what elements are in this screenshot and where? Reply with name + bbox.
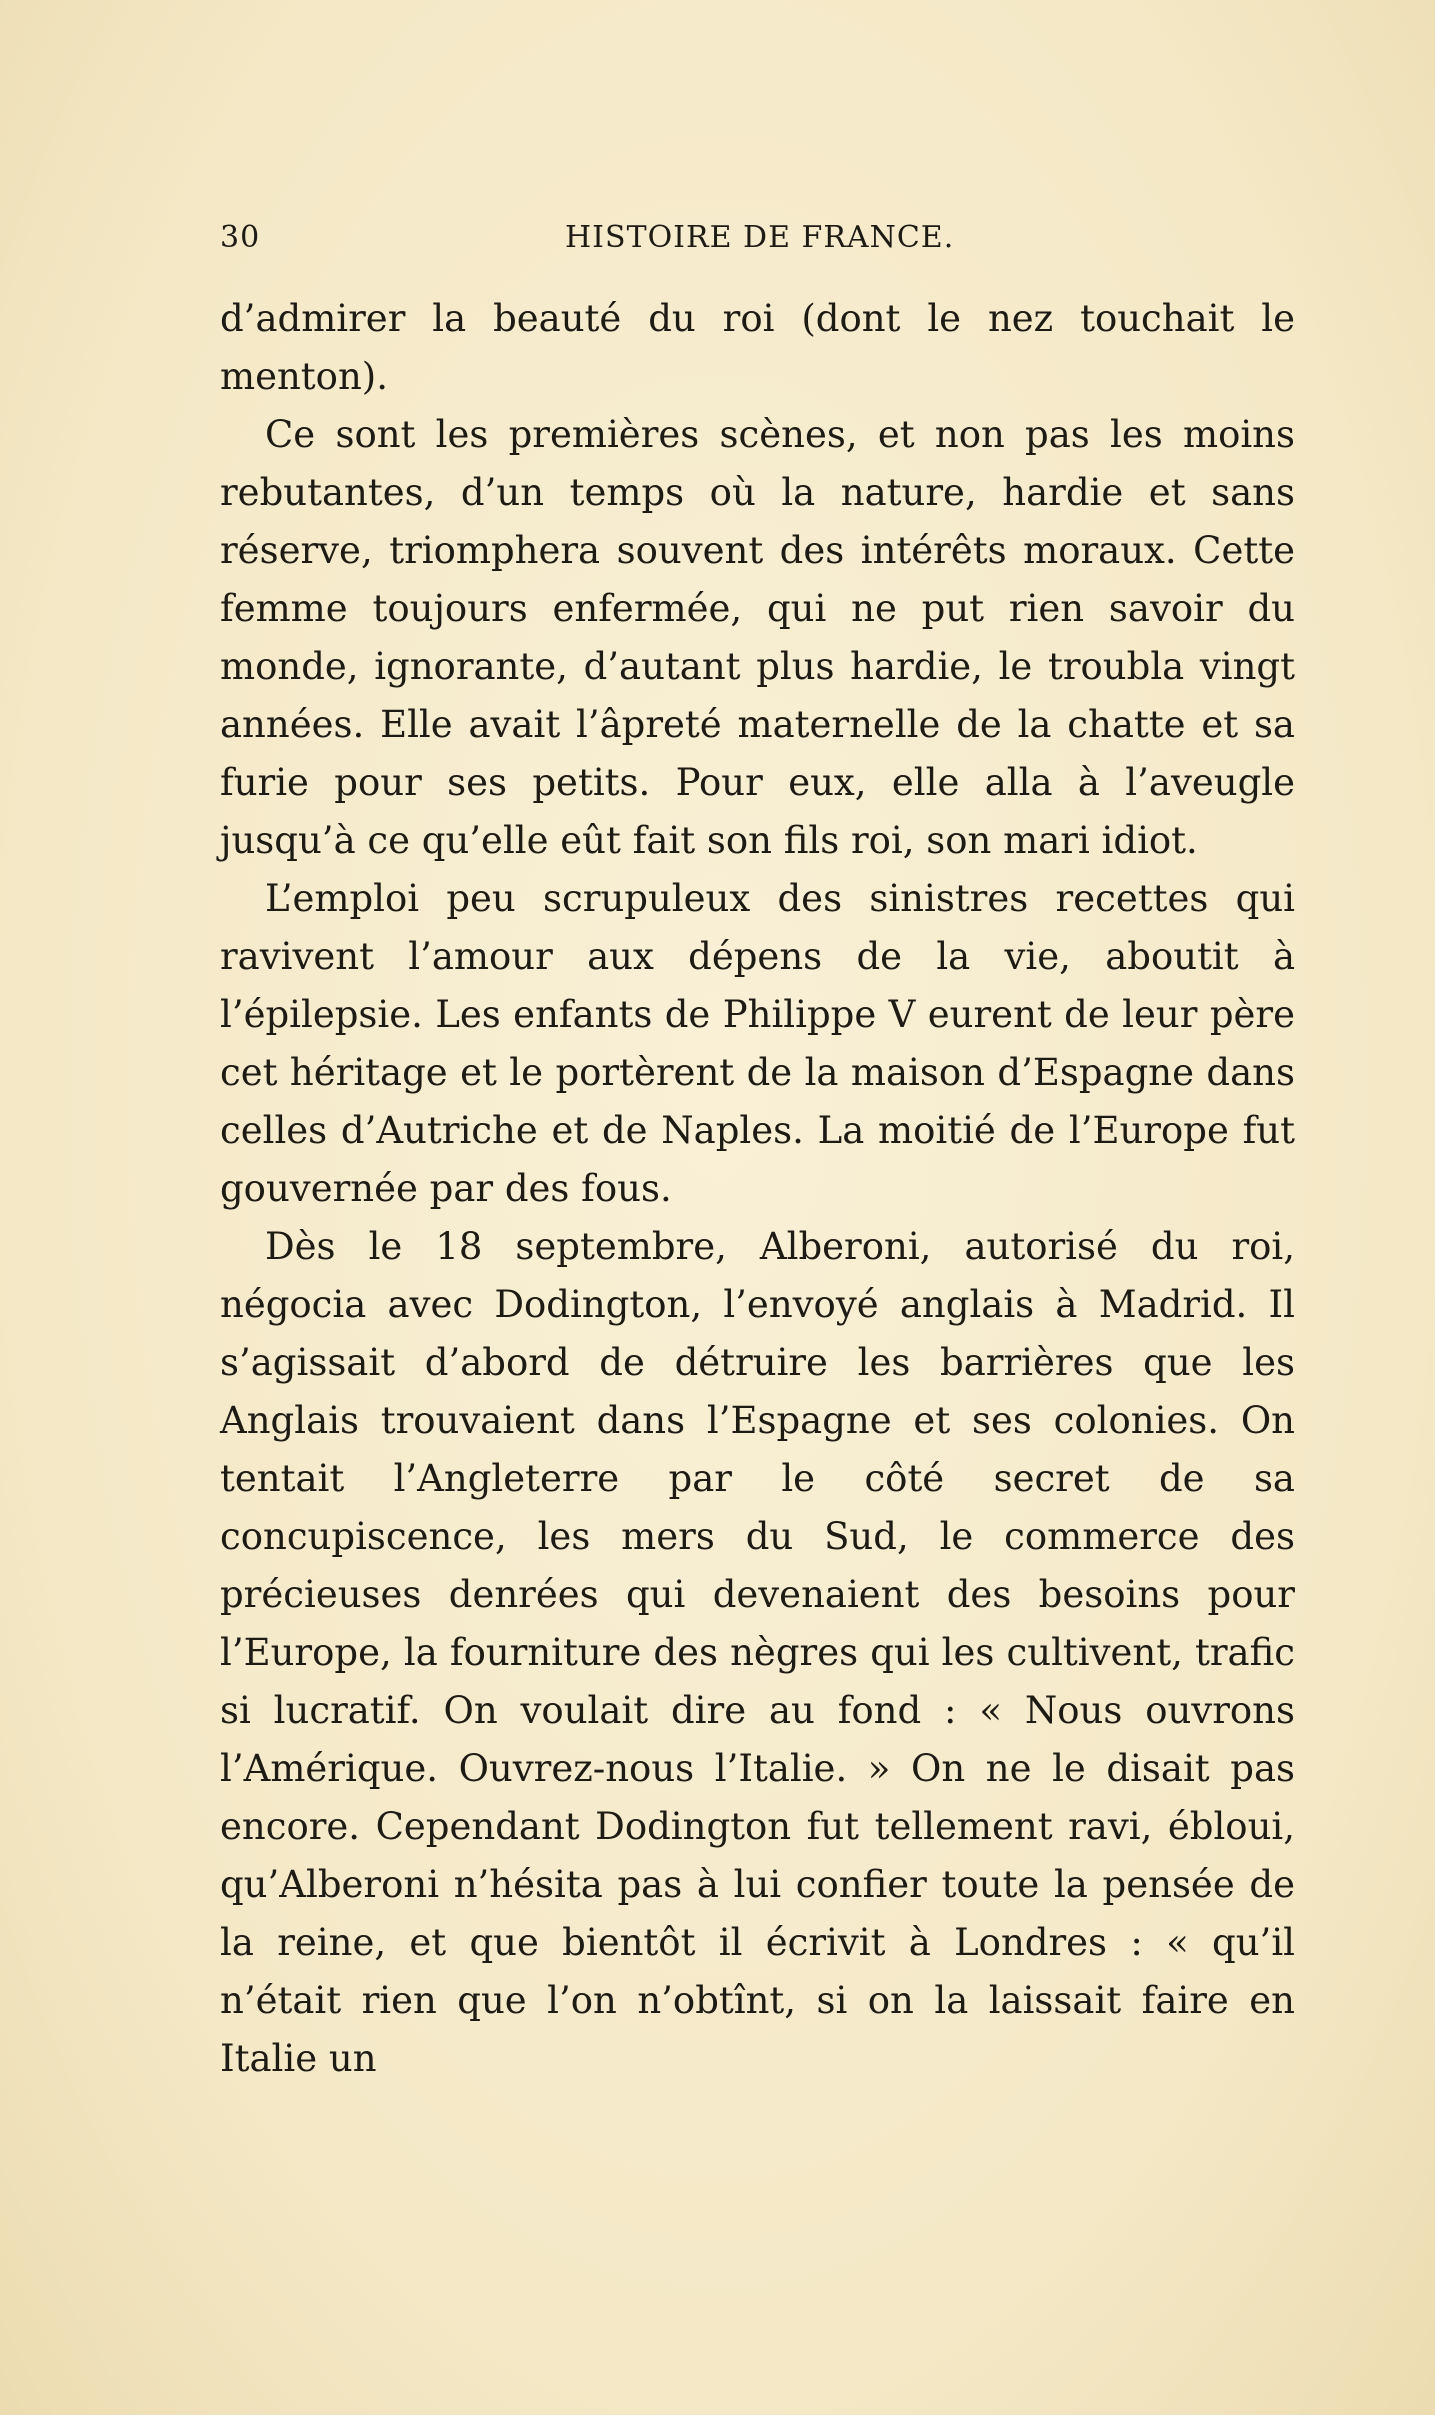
paragraph: L’emploi peu scrupuleux des sinistres recettes qui ravivent l’amour aux dépens de la vie, aboutit à l’épilepsie. Les enfants de Philippe V eurent de leur père cet héritage et le portèrent de la maison d’Espagne dans celles d’Autriche et de Naples. La moitié de l’Europe fut gouvernée par des fous. bbox=[220, 877, 1295, 1210]
running-title: HISTOIRE DE FRANCE. bbox=[565, 220, 955, 255]
body-text bbox=[220, 290, 1295, 2088]
paragraph: Dès le 18 septembre, Alberoni, autorisé du roi, négocia avec Dodington, l’envoyé anglais à Madrid. Il s’agissait d’abord de détruire les barrières que les Anglais trouvaient dans l’Espagne et ses colonies. On tentait l’Angleterre par le côté secret de sa concupiscence, les mers du Sud, le commerce des précieuses denrées qui devenaient des besoins pour l’Europe, la fourniture des nègres qui les cultivent, trafic si lucratif. On voulait dire au fond : « Nous ouvrons l’Amérique. Ouvrez-nous l’Italie. » On ne le disait pas encore. Cependant Dodington fut tellement ravi, ébloui, qu’Alberoni n’hésita pas à lui confier toute la pensée de la reine, et que bientôt il écrivit à Londres : « qu’il n’était rien que l’on n’obtînt, si on la laissait faire en Italie un bbox=[220, 1225, 1295, 2080]
paragraph: Ce sont les premières scènes, et non pas les moins rebutantes, d’un temps où la nature, hardie et sans réserve, triomphera souvent des intérêts moraux. Cette femme toujours enfermée, qui ne put rien savoir du monde, ignorante, d’autant plus hardie, le troubla vingt années. Elle avait l’âpreté maternelle de la chatte et sa furie pour ses petits. Pour eux, elle alla à l’aveugle jusqu’à ce qu’elle eût fait son fils roi, son mari idiot. bbox=[220, 413, 1295, 862]
paragraph-continued: d’admirer la beauté du roi (dont le nez touchait le menton). bbox=[220, 297, 1295, 398]
running-head bbox=[220, 218, 1300, 258]
page-number: 30 bbox=[220, 220, 261, 255]
